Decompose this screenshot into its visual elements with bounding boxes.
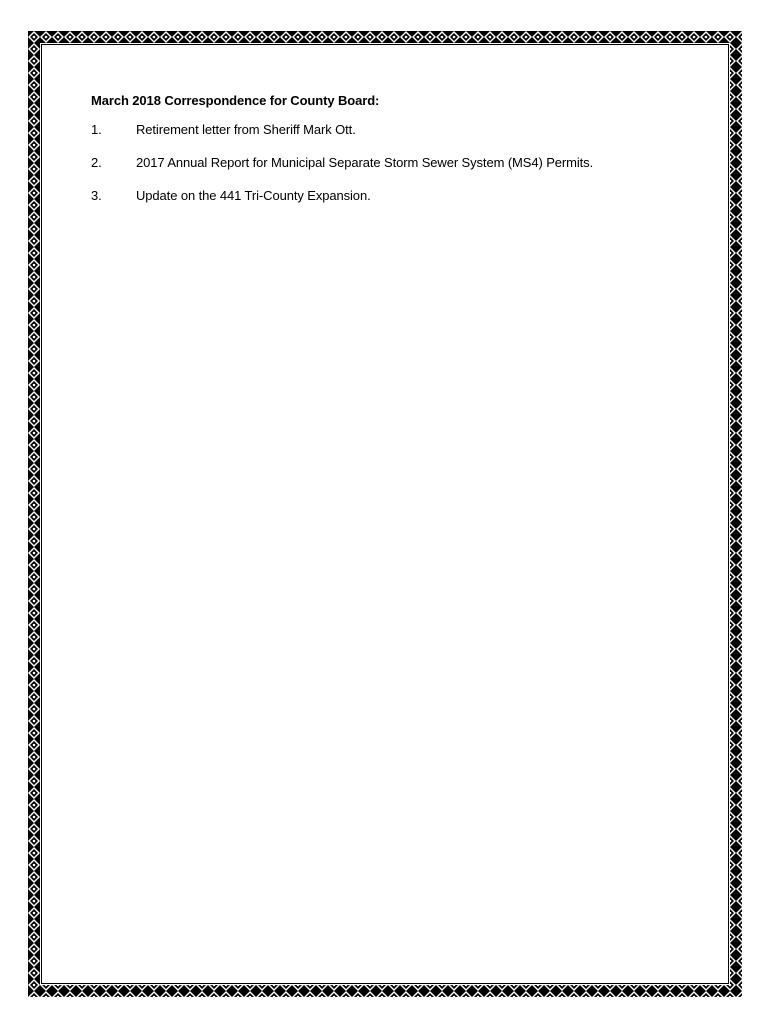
list-item-number: 3. — [91, 188, 102, 203]
list-item — [91, 155, 691, 171]
list-item-text: Update on the 441 Tri-County Expansion. — [136, 188, 371, 203]
list-item-number: 1. — [91, 122, 102, 137]
list-item-text: 2017 Annual Report for Municipal Separate Storm Sewer System (MS4) Permits. — [136, 155, 594, 170]
list-item — [91, 188, 691, 204]
list-item-number: 2. — [91, 155, 102, 170]
correspondence-content — [91, 93, 691, 221]
document-heading: March 2018 Correspondence for County Board: — [91, 93, 380, 108]
list-item-text: Retirement letter from Sheriff Mark Ott. — [136, 122, 356, 137]
list-item — [91, 122, 691, 138]
correspondence-list — [91, 122, 691, 204]
